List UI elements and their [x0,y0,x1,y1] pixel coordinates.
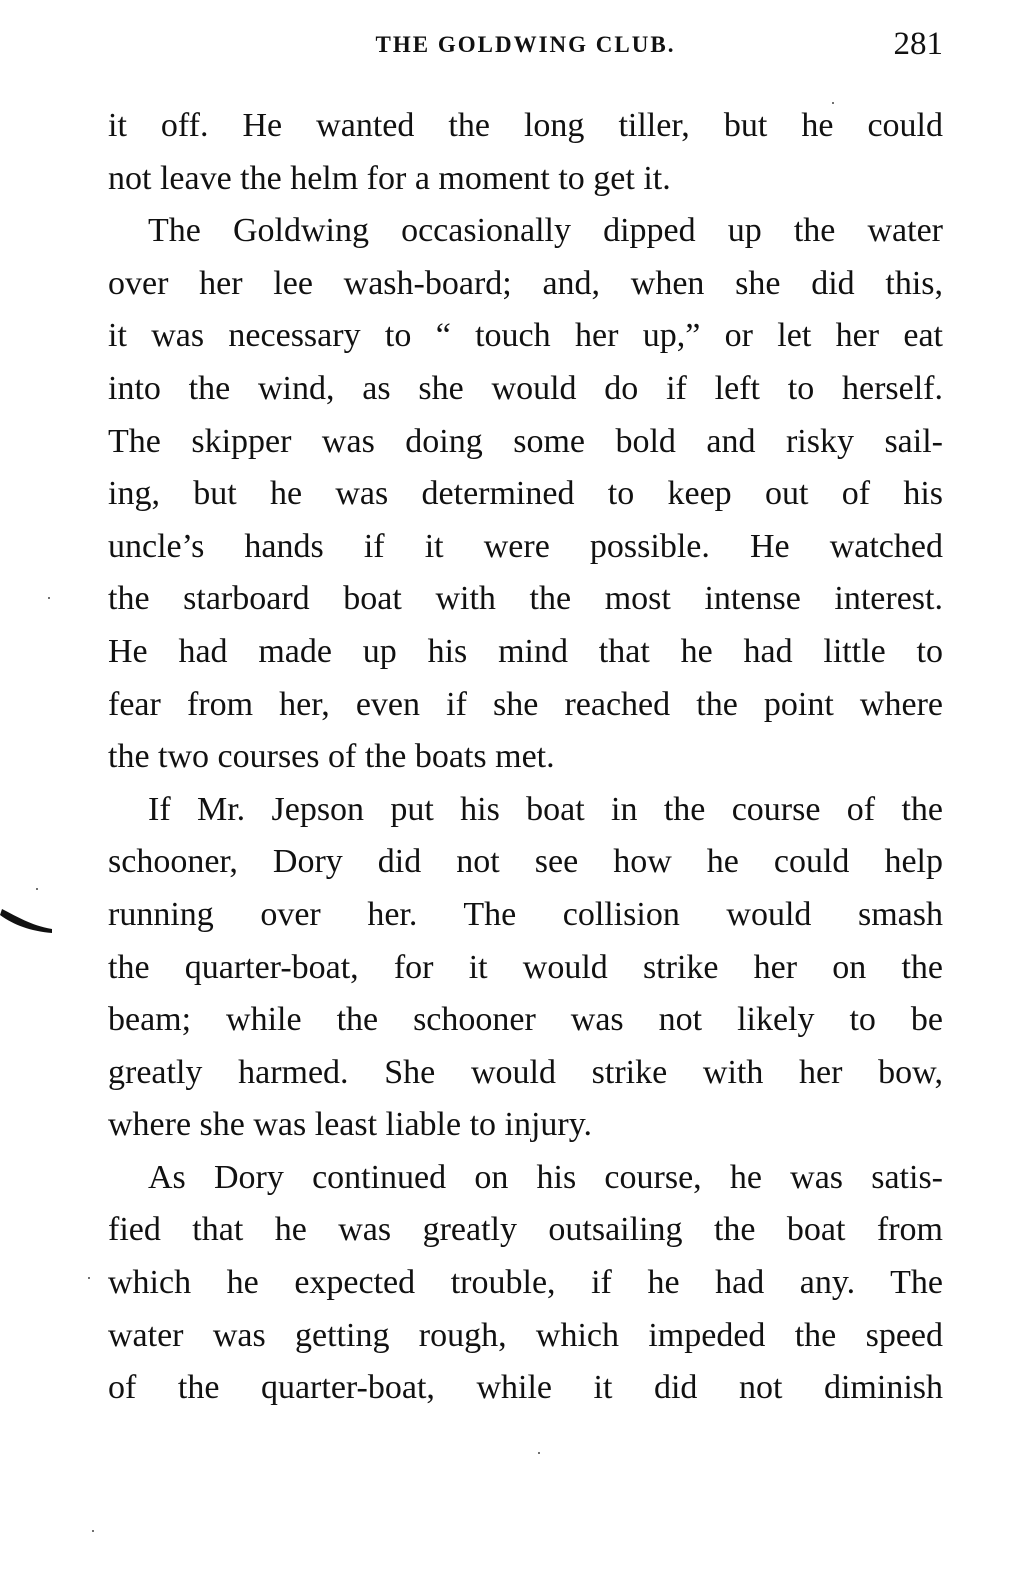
text-line: into the wind, as she would do if left to herself. [108,369,943,407]
scan-speck [832,102,834,104]
text-line: over her lee wash-board; and, when she did this, [108,264,943,302]
text-line: The Goldwing occasionally dipped up the water [148,212,943,250]
text-line: fear from her, even if she reached the point where [108,685,943,723]
running-title: THE GOLDWING CLUB. [375,32,676,57]
scan-speck [88,1277,90,1279]
text-line: water was getting rough, which impeded the speed [108,1316,943,1354]
text-line: fied that he was greatly outsailing the boat from [108,1211,943,1249]
text-line: schooner, Dory did not see how he could help [108,843,943,881]
text-line: not leave the helm for a moment to get it. [108,159,671,197]
running-head [108,26,943,70]
text-line: He had made up his mind that he had little to [108,632,943,670]
scan-mark [0,905,60,935]
text-line: greatly harmed. She would strike with her bow, [108,1053,943,1091]
scan-speck [92,1530,94,1532]
text-line: the starboard boat with the most intense interest. [108,580,943,618]
text-line: it off. He wanted the long tiller, but he could [108,107,943,144]
body-text [108,100,943,1415]
text-line: ing, but he was determined to keep out of his [108,475,943,513]
scan-speck [538,1452,540,1454]
text-line: uncle’s hands if it were possible. He watched [108,527,943,565]
text-line: As Dory continued on his course, he was satis- [148,1158,943,1196]
scan-speck [48,597,50,599]
text-line: the two courses of the boats met. [108,738,555,776]
text-line: which he expected trouble, if he had any. The [108,1264,943,1302]
text-line: beam; while the schooner was not likely to be [108,1001,943,1039]
text-line: the quarter-boat, for it would strike her on the [108,948,943,986]
text-line: where she was least liable to injury. [108,1106,593,1144]
text-line: The skipper was doing some bold and risky sail- [108,422,943,460]
text-line: If Mr. Jepson put his boat in the course of the [148,790,943,828]
text-line: of the quarter-boat, while it did not diminish [108,1369,943,1407]
text-line: running over her. The collision would smash [108,895,943,933]
text-line: it was necessary to “ touch her up,” or let her eat [108,317,943,355]
scan-speck [36,888,38,890]
page-number: 281 [893,26,943,62]
